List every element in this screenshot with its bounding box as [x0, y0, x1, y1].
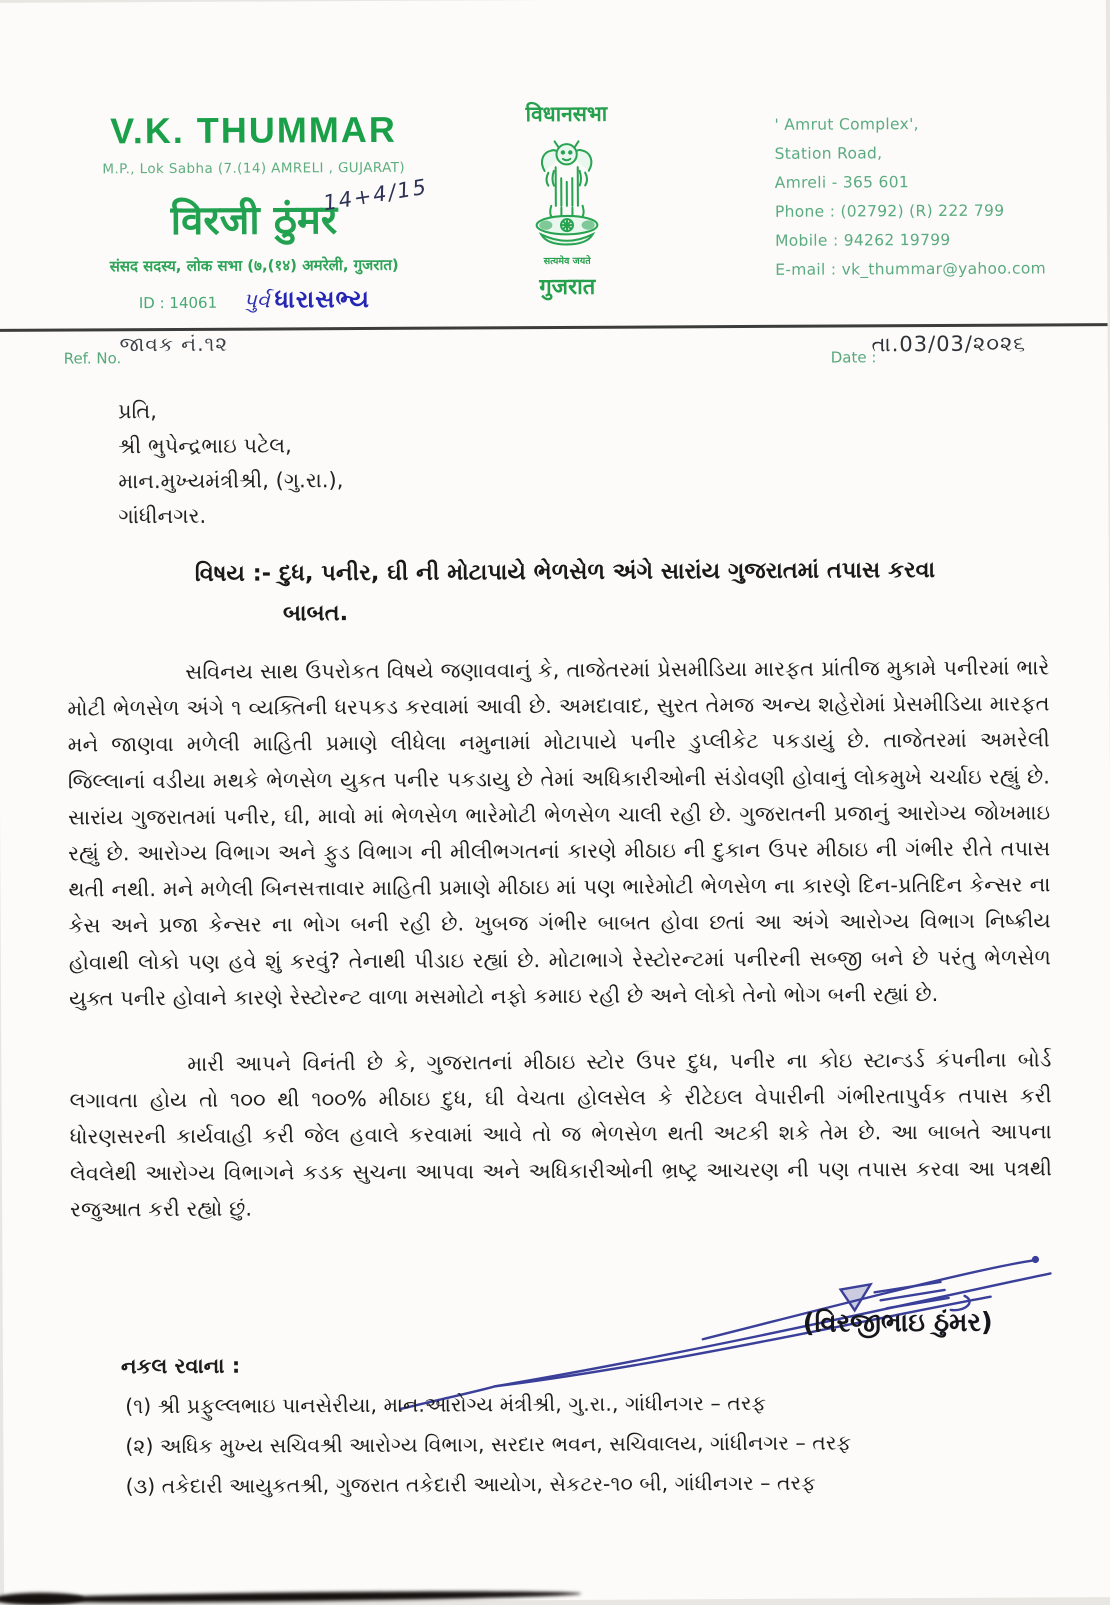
copy-item-1: (૧) શ્રી પ્રફુલ્લભાઇ પાનસેરીયા, માન.આરોગ્ય મંત્રીશ્રી, ગુ.રા., ગાંધીનગર – તરફ [125, 1390, 767, 1419]
dharasabhya-stamp: ધારાસભ્ય [274, 284, 371, 314]
recipient-block [118, 393, 344, 534]
address-line: Station Road, [774, 144, 883, 163]
id-and-stamp-row [59, 285, 449, 315]
sender-title-english: M.P., Lok Sabha (7.(14) AMRELI , GUJARAT) [102, 159, 406, 178]
handwritten-outward-number: જાવક નં.૧૨ [119, 331, 229, 357]
ashoka-emblem-icon [521, 134, 614, 252]
header-divider [0, 323, 1108, 332]
letterhead-center [476, 99, 657, 301]
copy-item-2: (૨) અધિક મુખ્ય સચિવશ્રી આરોગ્ય વિભાગ, સરદાર ભવન, સચિવાલય, ગાંધીનગર – તરફ [125, 1430, 852, 1459]
recipient-designation: માન.મુખ્યમંત્રીશ્રી, (ગુ.રા.), [118, 468, 344, 494]
ref-no-label: Ref. No. [63, 349, 122, 368]
email-line: E-mail : vk_thummar@yahoo.com [775, 259, 1047, 279]
address-line: ' Amrut Complex', [774, 115, 919, 134]
sender-name-english: V.K. THUMMAR [110, 108, 397, 152]
copy-item-3: (૩) તકેદારી આયુકતશ્રી, ગુજરાત તકેદારી આયોગ, સેકટર-૧૦ બી, ગાંધીનગર – તરફ [125, 1470, 816, 1499]
body-paragraph-1: સવિનય સાથ ઉપરોકત વિષયે જણાવવાનું કે, તાજેતરમાં પ્રેસમીડિયા મારફત પ્રાંતીજ મુકામે પનીરમાં ભારે મોટી ભેળસેળ અંગે ૧ વ્યક્તિની ધરપકડ કરવામાં આવી છે. અમદાવાદ, સુરત તેમજ અન્ય શહેરોમાં પ્રેસમીડિયા મારફત મને જાણવા મળેલી માહિતી પ્રમાણે લીધેલા નમુનામાં મોટાપાયે પનીર ડુપ્લીકેટ પકડાયું છે. તાજેતરમાં અમરેલી જિલ્લાનાં વડીયા મથકે ભેળસેળ યુકત પનીર પકડાયુ છે તેમાં અધિકારીઓની સંડોવણી હોવાનું લોકમુખે ચર્ચાઇ રહ્યું છે. સારાંય ગુજરાતમાં પનીર, ઘી, માવો માં ભેળસેળ ભારેમોટી ભેળસેળ ચાલી રહી છે. ગુજરાતની પ્રજાનું આરોગ્ય જોખમાઇ રહ્યું છે. આરોગ્ય વિભાગ અને ફુડ વિભાગ ની મીલીભગતનાં કારણે મીઠાઇ ની દુકાન ઉપર મીઠાઇ ની ગંભીર રીતે તપાસ થતી નથી. મને મળેલી બિનસત્તાવાર માહિતી પ્રમાણે મીઠાઇ માં પણ ભારેમોટી ભેળસેળ ના કારણે દિન-પ્રતિદિન કેન્સર ના કેસ અને પ્રજા કેન્સર ના ભોગ બની રહી છે. ખુબજ ગંભીર બાબત હોવા છતાં આ અંગે આરોગ્ય વિભાગ નિષ્ક્રીય હોવાથી લોકો પણ હવે શું કરવું? તેનાથી પીડાઇ રહ્યાં છે. મોટાભાગે રેસ્ટોરન્ટમાં પનીરની સબ્જી બને છે પરંતુ ભેળસેળ યુક્ત પનીર હોવાને કારણે રેસ્ટોરન્ટ વાળા મસમોટો નફો કમાઇ રહી છે અને લોકો તેનો ભોગ બની રહ્યાં છે. [67, 655, 1051, 1011]
phone-line: Phone : (02792) (R) 222 799 [774, 201, 1005, 221]
letterhead-contact-block [774, 109, 1046, 284]
scanner-artifact [0, 1589, 581, 1605]
sender-title-hindi: संसद सदस्य, लोक सभा (७,(१४) अमरेली, गुजरात) [109, 255, 399, 276]
handwritten-annotation: 14+4/15 [321, 174, 430, 216]
mobile-line: Mobile : 94262 19799 [775, 230, 951, 250]
address-line: Amreli - 365 601 [774, 173, 910, 192]
body-paragraph-2: મારી આપને વિનંતી છે કે, ગુજરાતનાં મીઠાઇ સ્ટોર ઉપર દુધ, પનીર ના કોઇ સ્ટાન્ડર્ડ કંપનીના બોર્ડ લગાવતા હોય તો ૧૦૦ થી ૧૦૦% મીઠાઇ દુધ, ઘી વેચતા હોલસેલ કે રીટેઇલ વેપારીની ગંભીરતાપુર્વક તપાસ કરી ધોરણસરની કાર્યવાહી કરી જેલ હવાલે કરવામાં આવે તો જ ભેળસેળ થતી અટકી શકે તેમ છે. આ બાબતે આપના લેવલેથી આરોગ્ય વિભાગને કડક સુચના આપવા અને અધિકારીઓની ભ્રષ્ટ્ર આચરણ ની પણ તપાસ કરવા આ પત્રથી રજુઆત કરી રહ્યો છું. [69, 1047, 1052, 1222]
signatory-name: (વિરજીભાઇ ઠુંમર) [802, 1307, 993, 1339]
subject-block [195, 550, 1025, 634]
assembly-label: विधानसभा [525, 101, 608, 127]
recipient-salutation: પ્રતિ, [117, 399, 158, 424]
sender-name-devanagari: विरजी ठुंमर [170, 197, 338, 245]
letterhead-left [58, 109, 449, 315]
scanner-artifact [0, 1592, 84, 1604]
subject-line-1: વિષય :- દુધ, પનીર, ઘી ની મોટાપાયે ભેળસેળ અંગે સારાંય ગુજરાતમાં તપાસ કરવા [194, 557, 936, 587]
date-label: Date : [830, 348, 877, 367]
copies-heading: નકલ રવાના : [120, 1353, 241, 1379]
letter-body [67, 649, 1052, 1227]
subject-line-2: બાબત. [282, 600, 349, 627]
handwritten-purva: પુર્વ [243, 288, 270, 313]
satyameva-jayate-motto: सत्यमेव जयते [543, 255, 591, 268]
member-id: ID : 14061 [138, 293, 218, 313]
recipient-city: ગાંધીનગર. [118, 503, 207, 529]
recipient-name: શ્રી ભુપેન્દ્રભાઇ પટેલ, [118, 433, 292, 459]
state-label: गुजरात [539, 274, 596, 301]
handwritten-date: તા.03/03/૨૦૨૬ [871, 331, 1027, 357]
